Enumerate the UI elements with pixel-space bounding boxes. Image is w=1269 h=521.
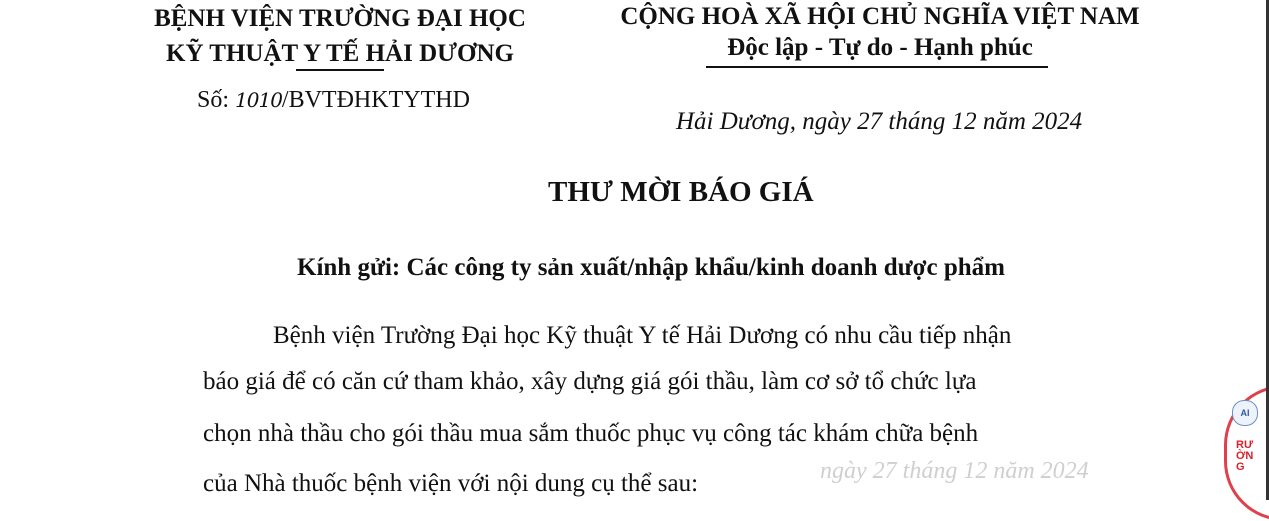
body-paragraph-line-4: của Nhà thuốc bệnh viện với nội dung cụ thể sau: [203,470,699,497]
motto-underline [706,66,1048,68]
document-number-suffix: /BVTĐHKTYTHD [281,87,470,113]
body-paragraph-line-1: Bệnh viện Trường Đại học Kỹ thuật Y tế Hải Dương có nhu cầu tiếp nhận [273,322,1012,349]
ai-assistant-icon[interactable]: AI [1232,400,1258,426]
organization-underline [296,69,384,71]
faint-bleed-through-date: ngày 27 tháng 12 năm 2024 [820,458,1089,484]
document-number [197,87,470,114]
national-motto: Độc lập - Tự do - Hạnh phúc [727,34,1033,61]
stamp-text: RƯỜNG [1236,439,1254,473]
organization-name-line-1: BỆNH VIỆN TRƯỜNG ĐẠI HỌC [154,5,526,32]
body-paragraph-line-2: báo giá để có căn cứ tham khảo, xây dựng giá gói thầu, làm cơ sở tổ chức lựa [203,368,977,395]
national-title: CỘNG HOÀ XÃ HỘI CHỦ NGHĨA VIỆT NAM [620,3,1140,30]
document-title: THƯ MỜI BÁO GIÁ [548,176,814,208]
body-paragraph-line-3: chọn nhà thầu cho gói thầu mua sắm thuốc phục vụ công tác khám chữa bệnh [203,420,979,447]
recipient-line: Kính gửi: Các công ty sản xuất/nhập khẩu/kinh doanh dược phẩm [297,254,1005,281]
organization-name-line-2: KỸ THUẬT Y TẾ HẢI DƯƠNG [166,40,514,67]
document-number-handwritten: 1010 [235,88,282,112]
place-and-date: Hải Dương, ngày 27 tháng 12 năm 2024 [676,108,1083,135]
document-number-prefix: Số: [197,87,236,113]
